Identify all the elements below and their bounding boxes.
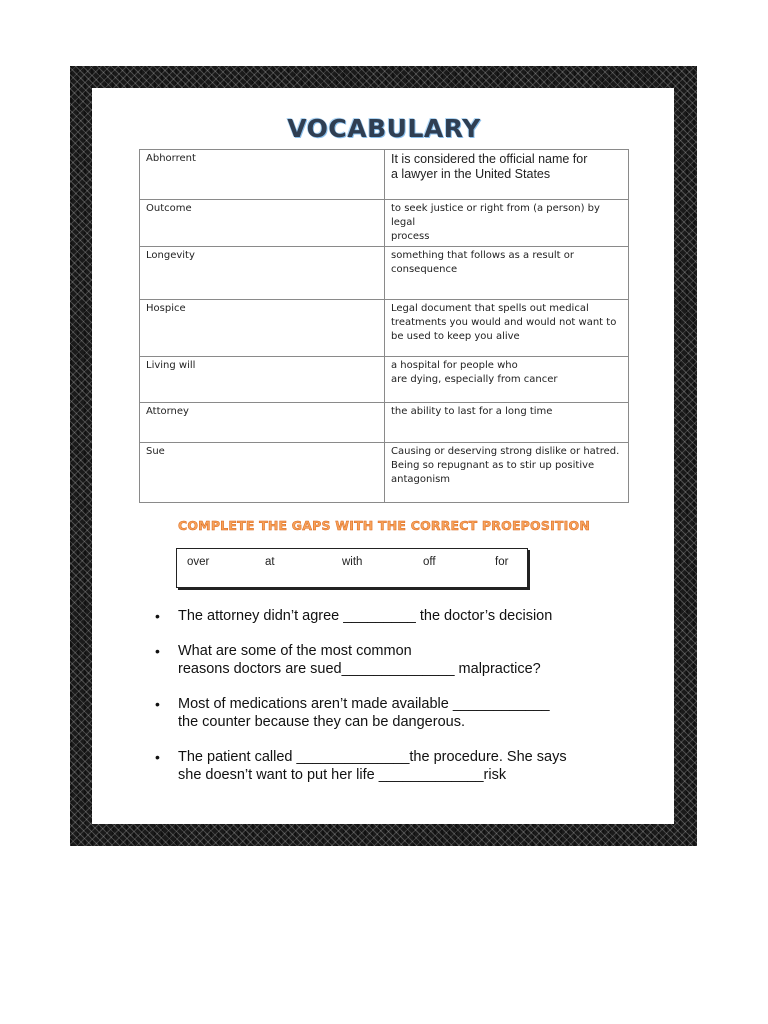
exercise-title: COMPLETE THE GAPS WITH THE CORRECT PROEPOSITION [177,518,590,533]
vocabulary-definition: to seek justice or right from (a person) by legal process [385,200,629,247]
vocabulary-definition: Legal document that spells out medical treatments you would and would not want to be used to keep you alive [385,300,629,357]
list-item: • Most of medications aren’t made available ____________ the counter because they can be dangerous. [155,695,625,731]
vocabulary-definition: the ability to last for a long time [385,403,629,443]
vocabulary-term: Living will [140,357,385,403]
table-row [140,357,629,403]
vocabulary-term: Sue [140,443,385,503]
word-bank-item: with [342,556,363,568]
vocabulary-term: Outcome [140,200,385,247]
list-item: • The attorney didn’t agree _________ the doctor’s decision [155,607,625,625]
table-row [140,247,629,300]
word-bank-item: over [187,556,210,568]
vocabulary-term: Abhorrent [140,150,385,200]
vocabulary-definition: It is considered the official name for a lawyer in the United States [385,150,629,200]
vocabulary-definition: Causing or deserving strong dislike or hatred. Being so repugnant as to stir up positive antagonism [385,443,629,503]
table-row [140,403,629,443]
table-row [140,443,629,503]
vocabulary-term: Longevity [140,247,385,300]
vocabulary-definition: something that follows as a result or consequence [385,247,629,300]
vocabulary-table [139,149,629,503]
word-bank [176,548,528,588]
table-row [140,200,629,247]
word-bank-item: at [265,556,275,568]
vocabulary-term: Hospice [140,300,385,357]
page-title: VOCABULARY [287,114,481,143]
gap-fill-sentences [155,607,625,784]
vocabulary-term: Attorney [140,403,385,443]
word-bank-item: for [495,556,509,568]
vocabulary-definition: a hospital for people who are dying, especially from cancer [385,357,629,403]
table-row [140,150,629,200]
table-row [140,300,629,357]
list-item: • The patient called ______________the procedure. She says she doesn’t want to put her life _____________risk [155,748,625,784]
word-bank-item: off [423,556,436,568]
list-item: • What are some of the most common reasons doctors are sued______________ malpractice? [155,642,625,678]
